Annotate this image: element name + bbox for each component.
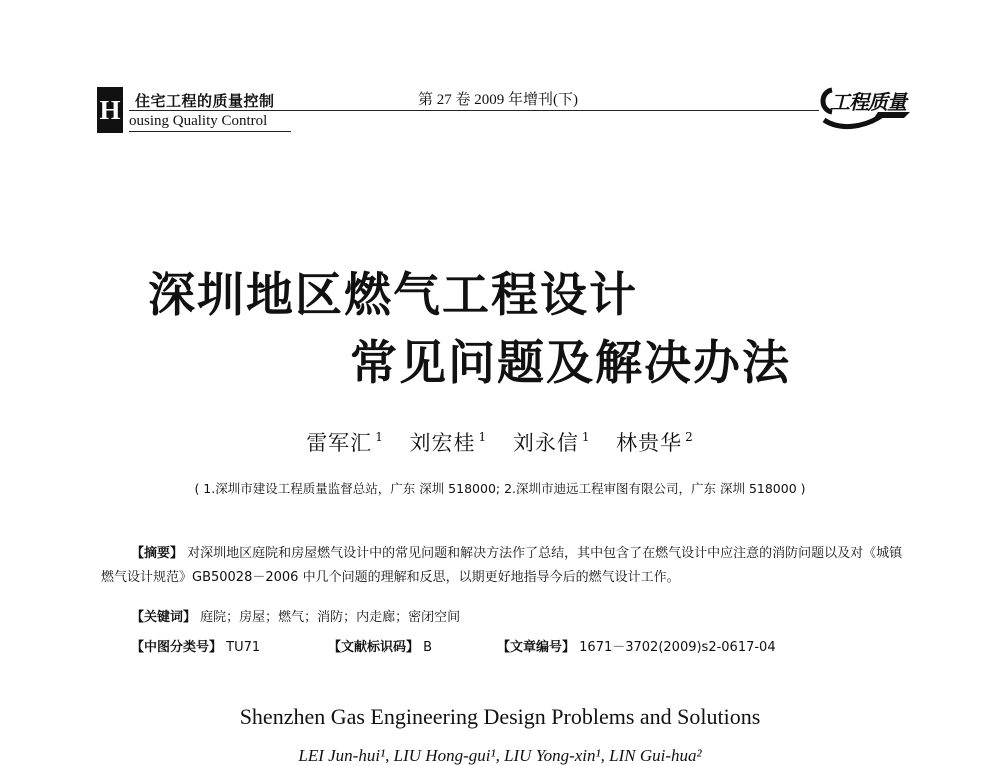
keywords-text: 庭院；房屋；燃气；消防；内走廊；密闭空间: [200, 610, 461, 625]
header-underline: [129, 131, 291, 132]
abstract-label: 【摘要】: [131, 546, 184, 561]
document-code: [328, 636, 432, 660]
paper-title-line1: 深圳地区燃气工程设计: [148, 268, 638, 323]
author-list: [0, 427, 1000, 457]
abstract: [101, 542, 913, 590]
classification-label: 【中图分类号】: [131, 640, 223, 655]
english-authors: LEI Jun-hui¹, LIU Hong-gui¹, LIU Yong-xin¹, LIN Gui-hua²: [298, 746, 702, 765]
journal-name-cn: 住宅工程的质量控制: [135, 92, 275, 110]
author: 刘永信 $^1$: [512, 430, 591, 455]
document-code-value: B: [423, 640, 433, 655]
journal-name-en: ousing Quality Control: [129, 113, 268, 129]
header-rule: [129, 110, 819, 111]
author: 林贵华 $^2$: [616, 430, 694, 455]
affiliation: ( 1.深圳市建设工程质量监督总站，广东 深圳 518000; 2.深圳市迪远工程审图有限公司，广东 深圳 518000 ): [194, 481, 806, 496]
abstract-text: 对深圳地区庭院和房屋燃气设计中的常见问题和解决方法作了总结，其中包含了在燃气设计中应注意的消防问题以及对《城镇燃气设计规范》GB50028－2006 中几个问题的理解和反思，以期更好地指导今后的燃气设计工作。: [101, 546, 903, 585]
brand-text: 工程质量: [830, 90, 906, 114]
author: 雷军汇 $^1$: [306, 430, 384, 455]
classification: [131, 636, 260, 660]
paper-title-line2: 常见问题及解决办法: [350, 336, 791, 391]
article-number-value: 1671－3702(2009)s2-0617-04: [579, 640, 776, 655]
article-number-label: 【文章编号】: [497, 640, 576, 655]
brand-logo: [818, 82, 914, 134]
keywords: [131, 606, 460, 630]
journal-logo: H: [97, 87, 123, 133]
english-title: Shenzhen Gas Engineering Design Problems and Solutions: [239, 704, 761, 729]
author: 刘宏桂 $^1$: [409, 430, 488, 455]
keywords-label: 【关键词】: [131, 610, 197, 625]
issue-info: 第 27 卷 2009 年增刊(下): [418, 92, 578, 108]
document-code-label: 【文献标识码】: [328, 640, 420, 655]
article-number: [497, 636, 776, 660]
classification-value: TU71: [226, 640, 261, 655]
